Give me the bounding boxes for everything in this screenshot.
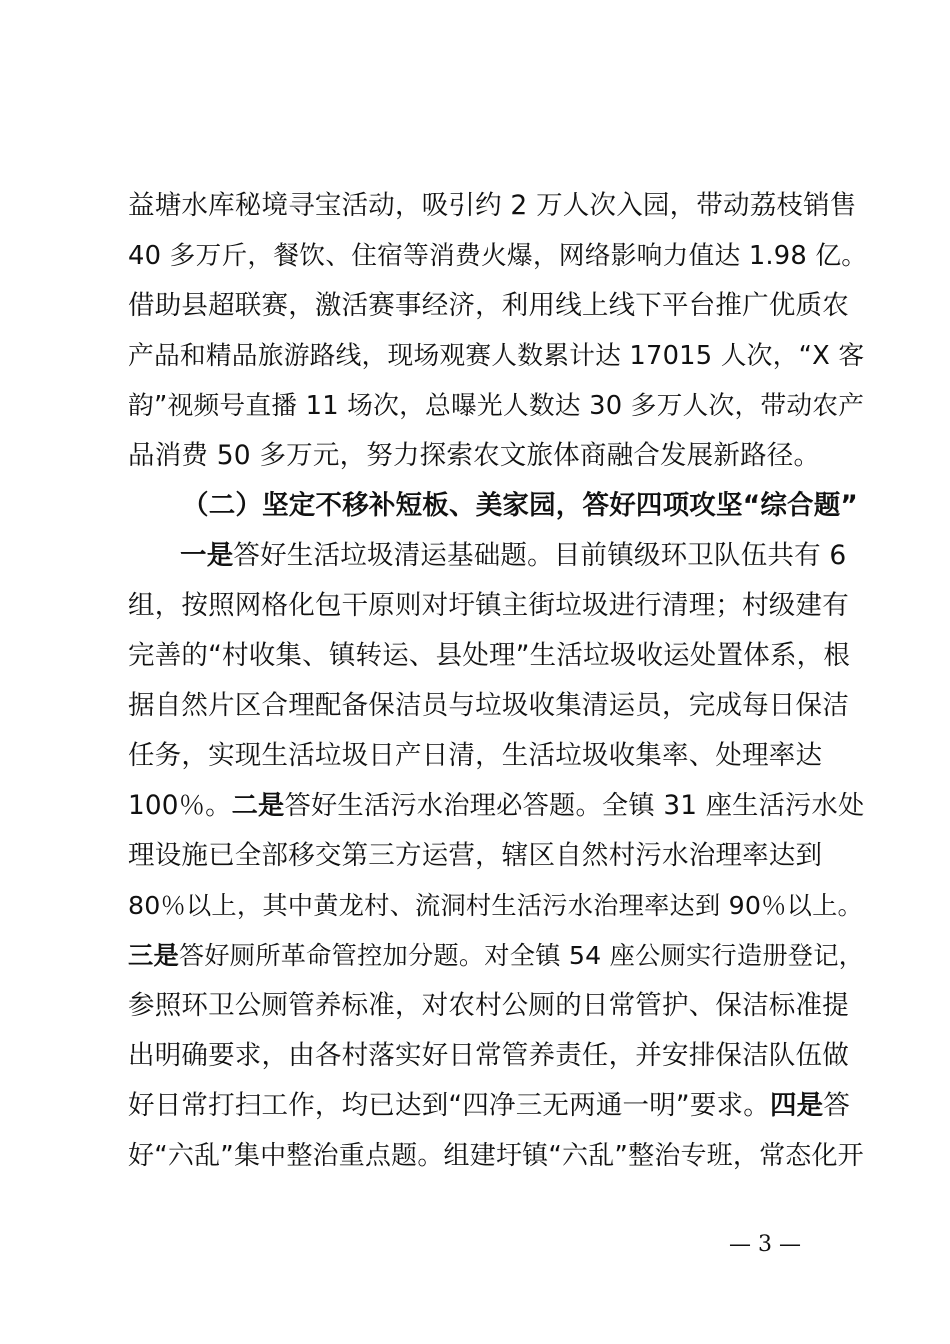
item-label-3: 三是 [128, 941, 179, 970]
item-text: 答 [823, 1090, 851, 1121]
body-line: 韵”视频号直播 11 场次，总曝光人数达 30 多万人次，带动农产 [128, 391, 865, 421]
body-line: 据自然片区合理配备保洁员与垃圾收集清运员，完成每日保洁 [128, 690, 849, 721]
body-line: 组，按照网格化包干原则对圩镇主街垃圾进行清理；村级建有 [128, 590, 849, 621]
body-line: 好“六乱”集中整治重点题。组建圩镇“六乱”整治专班，常态化开 [128, 1141, 864, 1171]
page-number: — 3 — [729, 1232, 801, 1257]
body-line: 品消费 50 多万元，努力探索农文旅体商融合发展新路径。 [128, 440, 821, 471]
item-label-1: 一是 [180, 540, 234, 571]
item-text: 答好生活垃圾清运基础题。目前镇级环卫队伍共有 6 [233, 540, 847, 571]
body-line: 理设施已全部移交第三方运营，辖区自然村污水治理率达到 [128, 840, 823, 871]
item-text: 答好厕所革命管控加分题。对全镇 54 座公厕实行造册登记， [178, 941, 865, 970]
body-line: 产品和精品旅游路线，现场观赛人数累计达 17015 人次，“X 客 [128, 341, 865, 371]
body-line: 益塘水库秘境寻宝活动，吸引约 2 万人次入园，带动荔枝销售 [128, 190, 857, 221]
item-text: 好日常打扫工作，均已达到“四净三无两通一明”要求。 [128, 1090, 770, 1121]
body-line: 任务，实现生活垃圾日产日清，生活垃圾收集率、处理率达 [128, 740, 823, 771]
item-text: 答好生活污水治理必答题。全镇 31 座生活污水处 [284, 791, 865, 821]
body-line: 出明确要求，由各村落实好日常管养责任，并安排保洁队伍做 [128, 1040, 849, 1071]
section-heading: （二）坚定不移补短板、美家园，答好四项攻坚“综合题” [182, 490, 859, 521]
item-text: 100％。 [128, 791, 232, 821]
body-line: 80％以上，其中黄龙村、流洞村生活污水治理率达到 90％以上。 [128, 891, 863, 920]
body-line: 借助县超联赛，激活赛事经济，利用线上线下平台推广优质农 [128, 290, 849, 321]
body-line [128, 936, 868, 976]
item-label-2: 二是 [231, 791, 285, 821]
item-label-4: 四是 [769, 1090, 824, 1121]
body-line [180, 536, 868, 576]
body-line: 40 多万斤，餐饮、住宿等消费火爆，网络影响力值达 1.98 亿。 [128, 241, 868, 271]
body-line [128, 1086, 868, 1126]
body-line: 完善的“村收集、镇转运、县处理”生活垃圾收运处置体系，根 [128, 640, 851, 671]
body-line [128, 786, 868, 826]
body-line: 参照环卫公厕管养标准，对农村公厕的日常管护、保洁标准提 [128, 990, 849, 1021]
